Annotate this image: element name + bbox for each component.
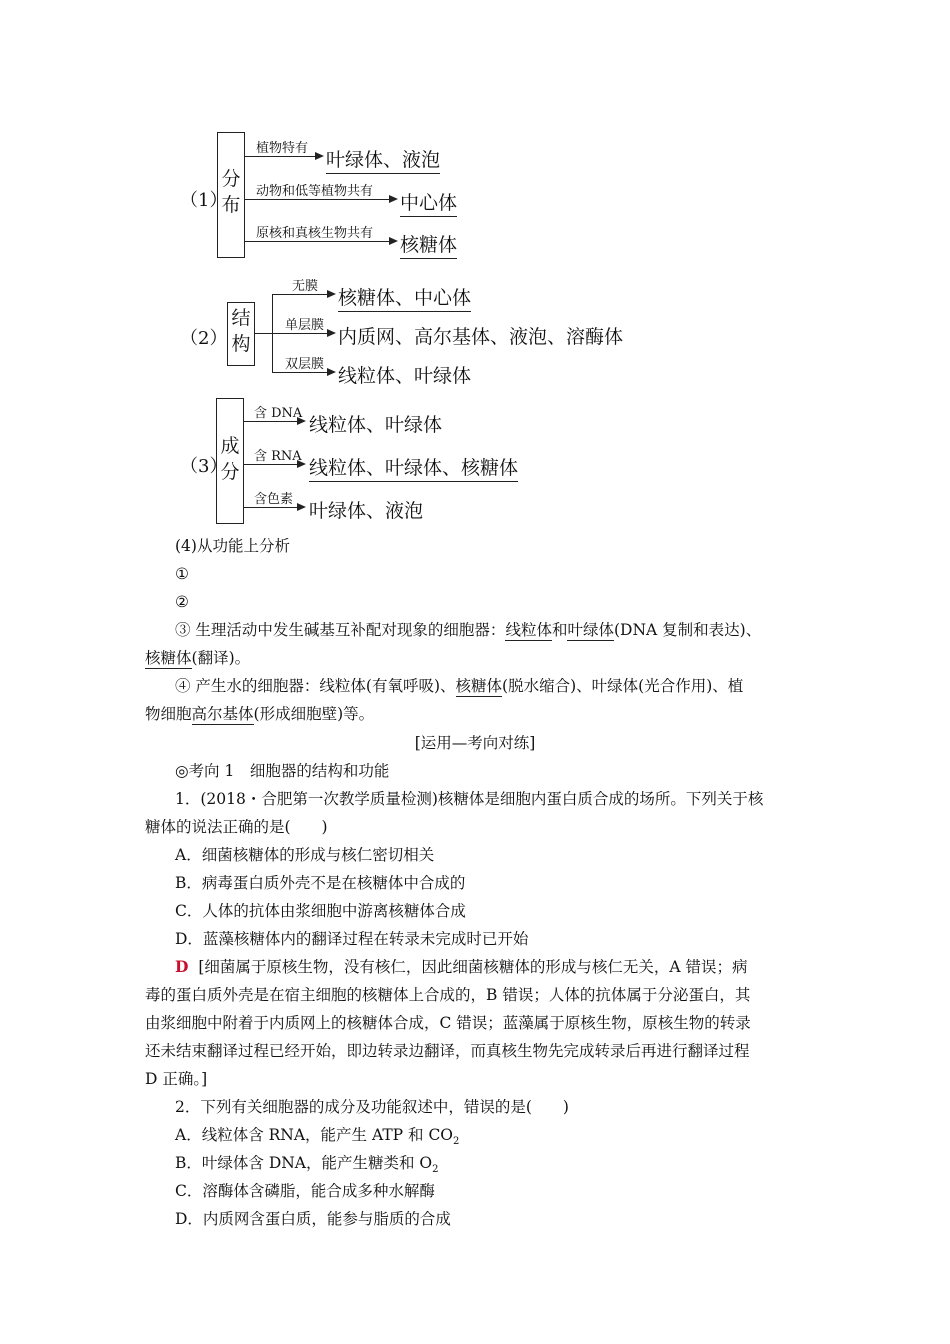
- section4-item3-line2: 核糖体(翻译)。: [145, 649, 251, 667]
- q2-option-c: C．溶酶体含磷脂，能合成多种水解酶: [175, 1182, 435, 1200]
- q1-answer: D: [175, 957, 189, 976]
- diagram1-number: （1）: [180, 190, 228, 211]
- arrow-icon: [389, 237, 398, 245]
- q1-stem-line2: 糖体的说法正确的是( ): [145, 818, 328, 836]
- q1-option-d: D．蓝藻核糖体内的翻译过程在转录未完成时已开始: [175, 930, 529, 948]
- diagram3-number: （3）: [180, 456, 228, 477]
- q2-option-b: B．叶绿体含 DNA，能产生糖类和 $O_2$: [175, 1154, 439, 1176]
- arrow-icon: [327, 329, 336, 337]
- diagram3-box-text: 成分: [220, 435, 240, 483]
- diagram3-label-2: 含 RNA: [254, 449, 302, 464]
- diagram2-label-2: 单层膜: [285, 318, 325, 333]
- diagram1-target-3: 核糖体: [400, 230, 457, 259]
- q2-option-a: A．线粒体含 RNA，能产生 ATP 和 $CO_2$: [175, 1126, 460, 1148]
- q1-explanation-line3: 由浆细胞中附着于内质网上的核糖体合成，C 错误；蓝藻属于原核生物，原核生物的转录: [145, 1014, 751, 1032]
- diagram3-label-1: 含 DNA: [254, 406, 303, 421]
- q1-explanation-line1: D [细菌属于原核生物，没有核仁，因此细菌核糖体的形成与核仁无关，A 错误；病: [175, 957, 748, 976]
- q2-stem: 2．下列有关细胞器的成分及功能叙述中，错误的是( ): [175, 1098, 569, 1116]
- diagram2-target-3: 线粒体、叶绿体: [338, 365, 472, 387]
- diagram1-target-1: 叶绿体、液泡: [326, 145, 440, 174]
- section4-item3-line1: ③ 生理活动中发生碱基互补配对现象的细胞器：线粒体和叶绿体(DNA 复制和表达)、: [175, 621, 762, 639]
- q1-stem-line1: 1．(2018・合肥第一次教学质量检测)核糖体是细胞内蛋白质合成的场所。下列关于核: [175, 790, 764, 808]
- section4-item4-line1: ④ 产生水的细胞器：线粒体(有氧呼吸)、核糖体(脱水缩合)、叶绿体(光合作用)、植: [175, 677, 744, 695]
- section4-item1: ①: [175, 565, 189, 583]
- diagram2-target-2: 内质网、高尔基体、液泡、溶酶体: [338, 326, 624, 348]
- diagram3-target-3: 叶绿体、液泡: [309, 500, 424, 522]
- diagram2-label-1: 无膜: [292, 279, 319, 294]
- arrow-icon: [297, 460, 306, 468]
- direction-1: ◎考向 1 细胞器的结构和功能: [175, 762, 390, 780]
- diagram2-box-text: 结构: [231, 307, 251, 355]
- q1-option-a: A．细菌核糖体的形成与核仁密切相关: [175, 846, 435, 864]
- arrow-icon: [327, 368, 336, 376]
- diagram1-label-1: 植物特有: [256, 141, 309, 156]
- practice-header: [运用—考向对练]: [414, 734, 536, 752]
- diagram3-label-3: 含色素: [254, 492, 294, 507]
- arrow-icon: [315, 152, 324, 160]
- diagram1-label-2: 动物和低等植物共有: [256, 184, 374, 199]
- diagram1-target-2: 中心体: [400, 188, 457, 217]
- arrow-icon: [327, 290, 336, 298]
- q1-option-b: B．病毒蛋白质外壳不是在核糖体中合成的: [175, 874, 466, 892]
- diagram3-target-2: 线粒体、叶绿体、核糖体: [309, 453, 518, 482]
- diagram3-target-1: 线粒体、叶绿体: [309, 414, 443, 436]
- q2-option-d: D．内质网含蛋白质，能参与脂质的合成: [175, 1210, 451, 1228]
- q1-explanation-line2: 毒的蛋白质外壳是在宿主细胞的核糖体上合成的，B 错误；人体的抗体属于分泌蛋白，其: [145, 986, 751, 1004]
- section4-item2: ②: [175, 593, 189, 611]
- diagram2-number: （2）: [180, 328, 228, 349]
- section4-item4-line2: 物细胞高尔基体(形成细胞壁)等。: [145, 705, 375, 723]
- diagram1-box-text: 分布: [221, 168, 241, 216]
- q1-option-c: C．人体的抗体由浆细胞中游离核糖体合成: [175, 902, 466, 920]
- section4-title: (4)从功能上分析: [175, 537, 290, 555]
- diagram2-label-3: 双层膜: [285, 357, 325, 372]
- diagram1-label-3: 原核和真核生物共有: [256, 226, 374, 241]
- q1-explanation-line4: 还未结束翻译过程已经开始，即边转录边翻译，而真核生物先完成转录后再进行翻译过程: [145, 1042, 750, 1060]
- arrow-icon: [389, 195, 398, 203]
- arrow-icon: [297, 417, 306, 425]
- arrow-icon: [297, 503, 306, 511]
- diagram2-target-1: 核糖体、中心体: [338, 283, 471, 312]
- q1-explanation-line5: D 正确。]: [145, 1070, 208, 1088]
